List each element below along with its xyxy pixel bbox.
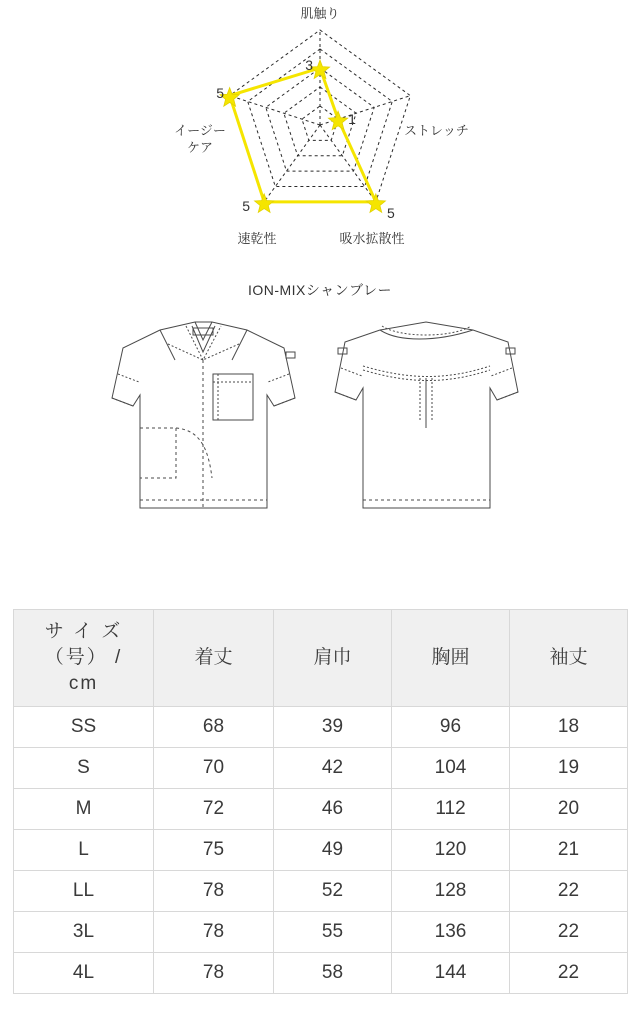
- table-header-size: [14, 610, 154, 707]
- radar-value-sokkan: 5: [242, 198, 250, 214]
- radar-value-kyusui: 5: [387, 205, 395, 221]
- radar-chart-section: [0, 0, 640, 270]
- radar-chart: [0, 0, 640, 270]
- cell-length: 68: [154, 707, 274, 748]
- table-header-sleeve: 袖丈: [510, 610, 628, 707]
- garment-illustration: [0, 300, 640, 540]
- garment-illustration-section: [0, 300, 640, 550]
- table-row: [14, 748, 628, 789]
- table-header-size-line1: サ イ ズ: [44, 621, 123, 642]
- cell-chest: 120: [392, 830, 510, 871]
- cell-size: M: [14, 789, 154, 830]
- table-row: [14, 912, 628, 953]
- radar-data-points: [220, 60, 385, 212]
- size-table: [13, 609, 628, 994]
- table-row: [14, 789, 628, 830]
- radar-axis-label-hadazawari: 肌触り: [300, 6, 340, 21]
- table-header-size-line2: （号） /: [44, 647, 123, 668]
- radar-point-star: [366, 194, 385, 213]
- radar-value-hadazawari: 3: [305, 57, 313, 73]
- table-row: [14, 871, 628, 912]
- cell-chest: 136: [392, 912, 510, 953]
- garment-front-view: [112, 322, 295, 508]
- cell-size: SS: [14, 707, 154, 748]
- radar-axis-label-sokkan: 速乾性: [237, 231, 277, 246]
- cell-chest: 96: [392, 707, 510, 748]
- cell-size: S: [14, 748, 154, 789]
- cell-sleeve: 20: [510, 789, 628, 830]
- cell-size: LL: [14, 871, 154, 912]
- table-header-shoulder: 肩巾: [274, 610, 392, 707]
- radar-axis-label-stretch: ストレッチ: [404, 123, 469, 138]
- size-table-section: [0, 609, 640, 994]
- table-header-size-line3: cm: [68, 673, 99, 694]
- table-row: [14, 953, 628, 994]
- cell-shoulder: 39: [274, 707, 392, 748]
- radar-value-easycare: 5: [216, 85, 224, 101]
- cell-size: L: [14, 830, 154, 871]
- garment-back-view: [335, 322, 518, 508]
- table-row: [14, 830, 628, 871]
- cell-size: 4L: [14, 953, 154, 994]
- cell-chest: 104: [392, 748, 510, 789]
- cell-length: 70: [154, 748, 274, 789]
- cell-sleeve: 21: [510, 830, 628, 871]
- cell-shoulder: 55: [274, 912, 392, 953]
- cell-shoulder: 52: [274, 871, 392, 912]
- cell-length: 78: [154, 953, 274, 994]
- table-header-chest: 胸囲: [392, 610, 510, 707]
- product-caption: ION-MIXシャンブレー: [247, 282, 393, 298]
- cell-sleeve: 19: [510, 748, 628, 789]
- cell-shoulder: 58: [274, 953, 392, 994]
- cell-shoulder: 42: [274, 748, 392, 789]
- cell-shoulder: 49: [274, 830, 392, 871]
- cell-length: 75: [154, 830, 274, 871]
- radar-point-star: [255, 194, 274, 213]
- table-header-row: [14, 610, 628, 707]
- cell-chest: 128: [392, 871, 510, 912]
- radar-axis-label-kyusui: 吸水拡散性: [339, 231, 405, 246]
- cell-length: 72: [154, 789, 274, 830]
- cell-sleeve: 18: [510, 707, 628, 748]
- radar-data-polygon: [230, 68, 376, 202]
- cell-sleeve: 22: [510, 953, 628, 994]
- cell-length: 78: [154, 871, 274, 912]
- cell-sleeve: 22: [510, 912, 628, 953]
- cell-size: 3L: [14, 912, 154, 953]
- radar-value-stretch: 1: [348, 111, 356, 127]
- cell-sleeve: 22: [510, 871, 628, 912]
- radar-axis-label-easycare-2: ケア: [186, 140, 214, 155]
- cell-chest: 112: [392, 789, 510, 830]
- cell-length: 78: [154, 912, 274, 953]
- radar-axis-label-easycare-1: イージー: [174, 123, 226, 138]
- cell-chest: 144: [392, 953, 510, 994]
- table-header-length: 着丈: [154, 610, 274, 707]
- table-row: [14, 707, 628, 748]
- cell-shoulder: 46: [274, 789, 392, 830]
